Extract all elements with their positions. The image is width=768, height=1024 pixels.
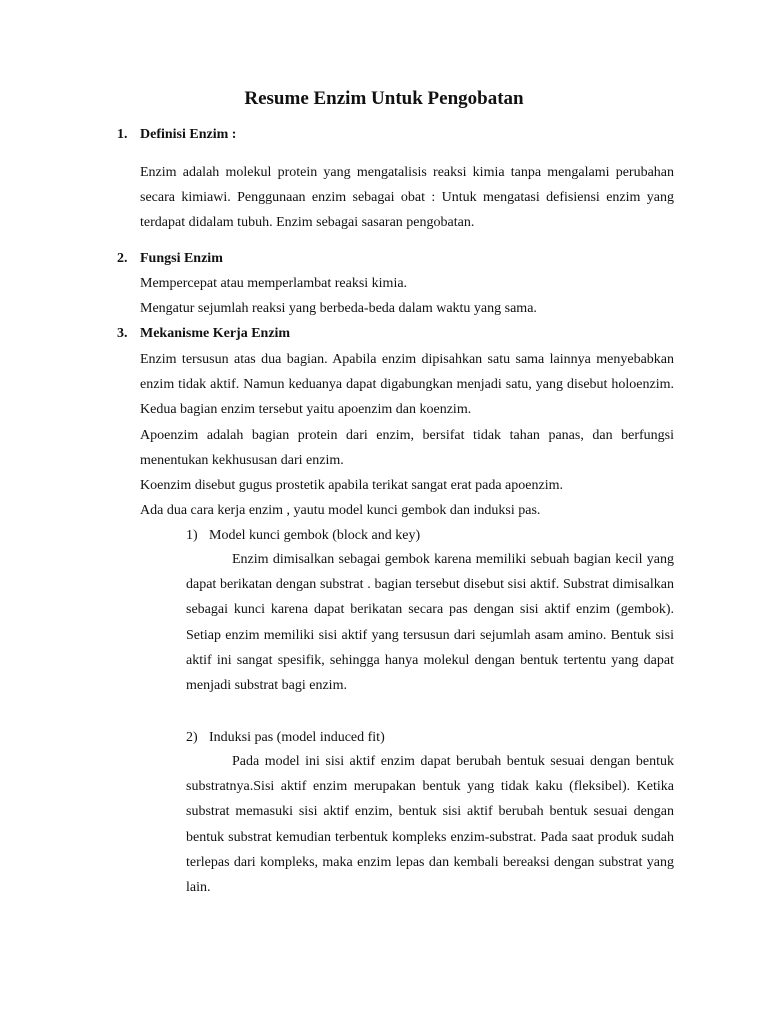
- model-number: 2): [186, 730, 198, 745]
- model-kunci-gembok-paragraph: Enzim dimisalkan sebagai gembok karena memiliki sebuah bagian kecil yang dapat berikatan dengan substrat . bagian tersebut disebut sisi aktif. Substrat dimisalkan sebagai kunci karena dapat berikatan secara pas dengan sisi aktif enzim (gembok). Setiap enzim memiliki sisi aktif yang tersusun dari sejumlah asam amino. Bentuk sisi aktif ini sangat spesifik, sehingga hanya molekul dengan bentuk tertentu yang dapat menjadi substrat bagi enzim.: [186, 552, 674, 694]
- section-heading-fungsi: [117, 251, 223, 267]
- section-heading-mekanisme: [117, 326, 290, 342]
- fungsi-line-1: Mempercepat atau memperlambat reaksi kimia.: [140, 276, 408, 291]
- section-title: Fungsi Enzim: [140, 251, 223, 266]
- definisi-paragraph: Enzim adalah molekul protein yang mengatalisis reaksi kimia tanpa mengalami perubahan secara kimiawi. Penggunaan enzim sebagai obat : Untuk mengatasi defisiensi enzim yang terdapat didalam tubuh. Enzim sebagai sasaran pengobatan.: [140, 165, 674, 231]
- model-heading-induksi-pas: [186, 730, 385, 746]
- section-number: 1.: [117, 127, 128, 142]
- section-title: Definisi Enzim :: [140, 127, 237, 142]
- koenzim-line: Koenzim disebut gugus prostetik apabila terikat sangat erat pada apoenzim.: [140, 478, 563, 493]
- section-title: Mekanisme Kerja Enzim: [140, 326, 291, 341]
- model-heading-kunci-gembok: [186, 528, 420, 544]
- mekanisme-paragraph-2: Apoenzim adalah bagian protein dari enzim, bersifat tidak tahan panas, dan berfungsi menentukan kekhususan dari enzim.: [140, 428, 674, 469]
- model-induksi-pas-paragraph: Pada model ini sisi aktif enzim dapat berubah bentuk sesuai dengan bentuk substratnya.Sisi aktif enzim merupakan bentuk yang tidak kaku (fleksibel). Ketika substrat memasuki sisi aktif enzim, bentuk sisi aktif berubah bentuk sesuai dengan bentuk substrat kemudian terbentuk kompleks enzim-substrat. Pada saat produk sudah terlepas dari kompleks, maka enzim lepas dan kembali bereaksi dengan substrat yang lain.: [186, 754, 674, 896]
- model-title: Induksi pas (model induced fit): [209, 730, 385, 745]
- section-number: 2.: [117, 251, 128, 266]
- model-title: Model kunci gembok (block and key): [209, 528, 421, 543]
- section-number: 3.: [117, 326, 128, 341]
- document-title: Resume Enzim Untuk Pengobatan: [244, 88, 524, 109]
- fungsi-line-2: Mengatur sejumlah reaksi yang berbeda-beda dalam waktu yang sama.: [140, 301, 537, 316]
- cara-kerja-line: Ada dua cara kerja enzim , yautu model kunci gembok dan induksi pas.: [140, 503, 541, 518]
- section-heading-definisi: [117, 127, 236, 143]
- model-number: 1): [186, 528, 198, 543]
- mekanisme-paragraph-1: Enzim tersusun atas dua bagian. Apabila enzim dipisahkan satu sama lainnya menyebabkan enzim tidak aktif. Namun keduanya dapat digabungkan menjadi satu, yang disebut holoenzim. Kedua bagian enzim tersebut yaitu apoenzim dan koenzim.: [140, 352, 674, 418]
